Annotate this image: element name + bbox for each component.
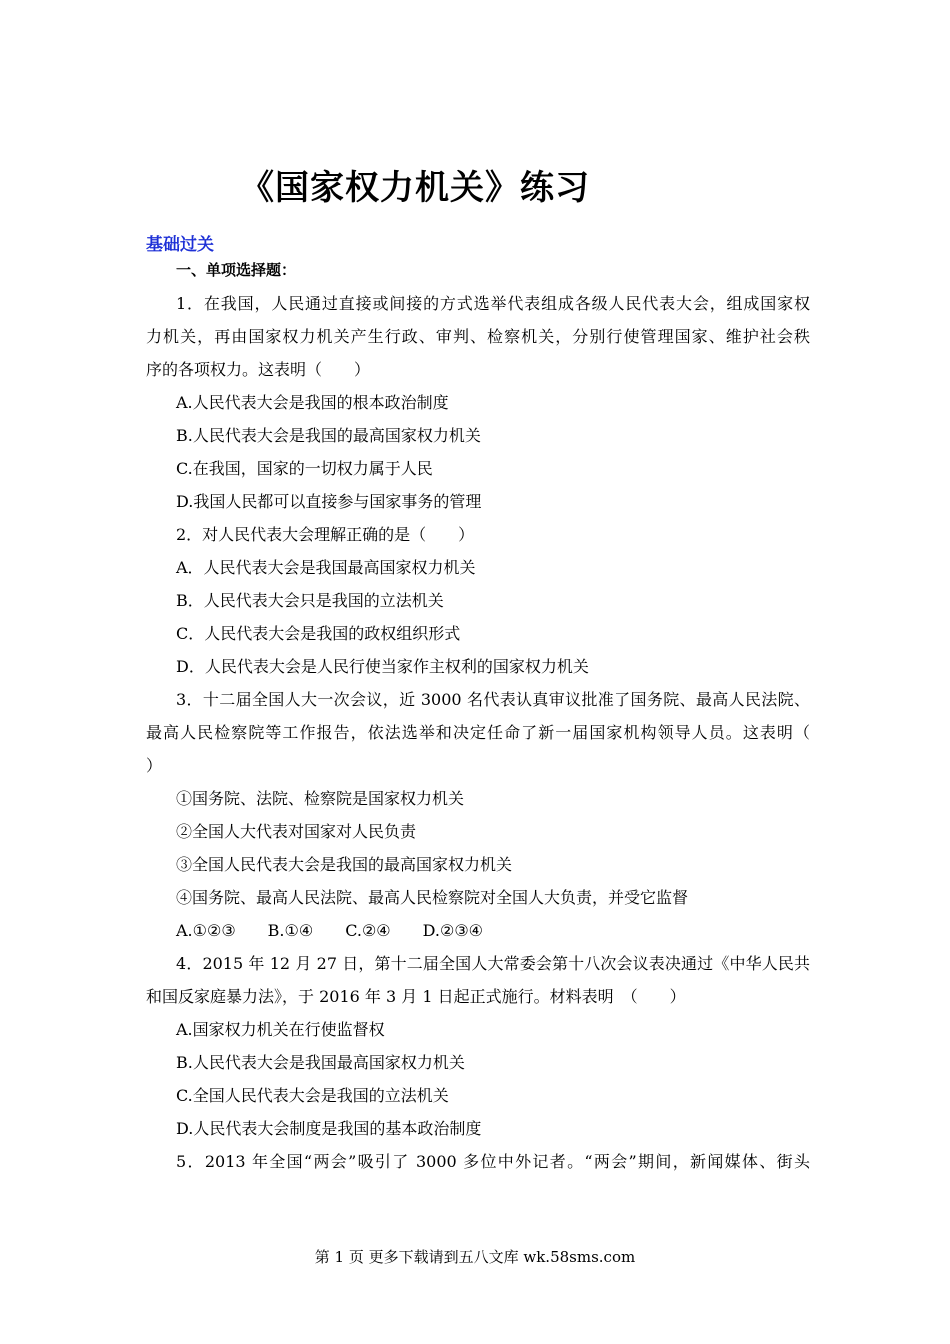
text-line: 最高人民检察院等工作报告，依法选举和决定任命了新一届国家机构领导人员。这表明（ [146,723,810,742]
question-type-heading: 一、单项选择题： [176,261,297,279]
page-title [0,160,950,209]
text-line: 2．对人民代表大会理解正确的是（ ） [176,525,475,544]
text-line: 5．2013 年全国“两会”吸引了 3000 多位中外记者。“两会”期间，新闻媒体、街头 [176,1152,810,1171]
text-line: A.国家权力机关在行使监督权 [176,1020,385,1039]
text-line: C.在我国，国家的一切权力属于人民 [176,459,433,478]
page-footer: 第 1 页 更多下载请到五八文库 wk.58sms.com [314,1248,636,1266]
text-line: B.人民代表大会是我国的最高国家权力机关 [176,426,481,445]
text-line: A.人民代表大会是我国的根本政治制度 [176,393,449,412]
text-line: ） [146,756,163,775]
text-line: C．人民代表大会是我国的政权组织形式 [176,624,461,643]
text-line: D．人民代表大会是人民行使当家作主权利的国家权力机关 [176,657,589,676]
text-line: B．人民代表大会只是我国的立法机关 [176,591,444,610]
text-line: D.我国人民都可以直接参与国家事务的管理 [176,492,482,511]
text-line: 4．2015 年 12 月 27 日，第十二届全国人大常委会第十八次会议表决通过《中华人民共 [176,954,810,973]
document-body [146,254,810,1178]
text-line: 和国反家庭暴力法》，于 2016 年 3 月 1 日起正式施行。材料表明 （ ） [146,987,686,1006]
title-text: 《国家权力机关》练习 [240,168,590,208]
text-line: 序的各项权力。这表明（ ） [146,360,371,379]
text-line: D.人民代表大会制度是我国的基本政治制度 [176,1119,482,1138]
text-line: 1．在我国，人民通过直接或间接的方式选举代表组成各级人民代表大会，组成国家权 [176,294,810,313]
text-line: A.①②③ B.①④ C.②④ D.②③④ [176,921,484,940]
text-line: A．人民代表大会是我国最高国家权力机关 [176,558,476,577]
text-line: ③全国人民代表大会是我国的最高国家权力机关 [176,855,513,874]
text-line: 力机关，再由国家权力机关产生行政、审判、检察机关，分别行使管理国家、维护社会秩 [146,327,810,346]
text-line: ①国务院、法院、检察院是国家权力机关 [176,789,465,808]
text-line: 3．十二届全国人大一次会议，近 3000 名代表认真审议批准了国务院、最高人民法院、 [176,690,810,709]
section-heading: 基础过关 [146,235,214,255]
text-line: ②全国人大代表对国家对人民负责 [176,822,417,841]
question-lines [146,287,810,1178]
text-line: B.人民代表大会是我国最高国家权力机关 [176,1053,465,1072]
text-line: C.全国人民代表大会是我国的立法机关 [176,1086,449,1105]
text-line: ④国务院、最高人民法院、最高人民检察院对全国人大负责，并受它监督 [176,888,689,907]
